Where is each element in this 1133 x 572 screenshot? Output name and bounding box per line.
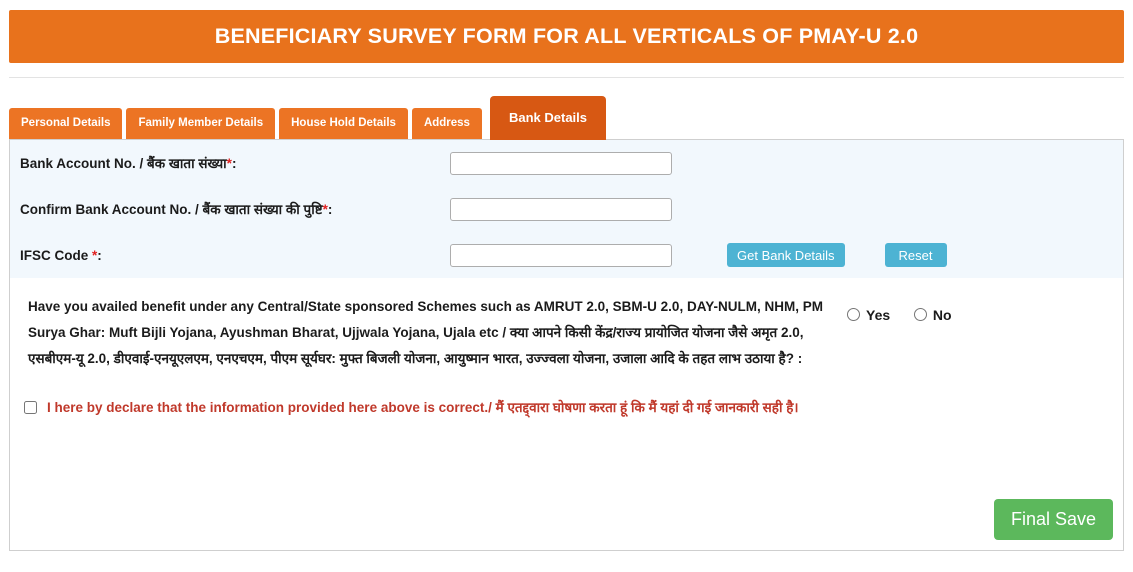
bank-account-input[interactable] (450, 152, 672, 175)
scheme-no-label: No (932, 307, 952, 323)
header-banner (9, 10, 1124, 63)
bank-account-label (20, 154, 450, 172)
confirm-bank-account-row (10, 186, 1123, 232)
ifsc-row (10, 232, 1123, 278)
confirm-bank-account-label-text: Confirm Bank Account No. / बैंक खाता संख्या की पुष्टि (20, 202, 323, 217)
confirm-bank-account-label-colon: : (327, 202, 333, 217)
ifsc-required-asterisk: * (92, 247, 98, 263)
tab-address[interactable]: Address (412, 108, 482, 139)
confirm-bank-account-input[interactable] (450, 198, 672, 221)
scheme-yes-option[interactable] (847, 307, 890, 323)
confirm-bank-account-required-asterisk: * (322, 202, 328, 217)
get-bank-details-button[interactable]: Get Bank Details (727, 243, 845, 267)
scheme-question-label: Have you availed benefit under any Central/State sponsored Schemes such as AMRUT 2.0, SBM-U 2.0, DAY-NULM, NHM, PM Surya Ghar: Muft Bijli Yojana, Ayushman Bharat, Ujjwala Yojana, Ujala etc / क्या आपने किसी केंद्र/राज्य प्रायोजित योजना जैसे अमृत 2.0, एसबीएम-यू 2.0, डीएवाई-एनयूएलएम, एनएचएम, पीएम सूर्यघर: मुफ्त बिजली योजना, आयुष्मान भारत, उज्ज्वला योजना, उजाला आदि के तहत लाभ उठाया है? : (28, 299, 823, 366)
confirm-bank-account-label (20, 200, 450, 218)
final-save-row (994, 499, 1113, 540)
header-banner-wrapper (0, 0, 1133, 63)
ifsc-input[interactable] (450, 244, 672, 267)
scheme-yes-radio[interactable] (847, 308, 860, 321)
form-tabs (9, 99, 1133, 139)
bank-account-required-asterisk: * (226, 156, 232, 171)
bank-account-label-colon: : (231, 156, 237, 171)
tab-personal-details[interactable]: Personal Details (9, 108, 122, 139)
tab-house-hold-details[interactable]: House Hold Details (279, 108, 408, 139)
bank-details-panel (9, 139, 1124, 551)
final-save-button[interactable]: Final Save (994, 499, 1113, 540)
reset-button[interactable]: Reset (885, 243, 947, 267)
declaration-row (10, 372, 1123, 416)
bank-account-row (10, 140, 1123, 186)
bank-account-label-text: Bank Account No. / बैंक खाता संख्या (20, 156, 227, 171)
scheme-no-option[interactable] (914, 307, 952, 323)
ifsc-label-colon: : (97, 247, 102, 263)
scheme-no-radio[interactable] (914, 308, 927, 321)
scheme-yes-label: Yes (866, 307, 891, 323)
scheme-answer-radio-group (847, 294, 952, 323)
ifsc-label (20, 248, 450, 263)
page-title: BENEFICIARY SURVEY FORM FOR ALL VERTICALS OF PMAY-U 2.0 (214, 24, 919, 48)
ifsc-label-text: IFSC Code (20, 247, 89, 263)
tab-family-member-details[interactable]: Family Member Details (126, 108, 275, 139)
declaration-label: I here by declare that the information provided here above is correct./ मैं एतद्द्वारा घोषणा करता हूं कि मैं यहां दी गई जानकारी सही है। (47, 400, 799, 415)
tab-bank-details[interactable]: Bank Details (490, 96, 606, 140)
header-divider (9, 77, 1124, 78)
scheme-question-block (10, 278, 1123, 372)
declaration-checkbox[interactable] (24, 401, 37, 414)
